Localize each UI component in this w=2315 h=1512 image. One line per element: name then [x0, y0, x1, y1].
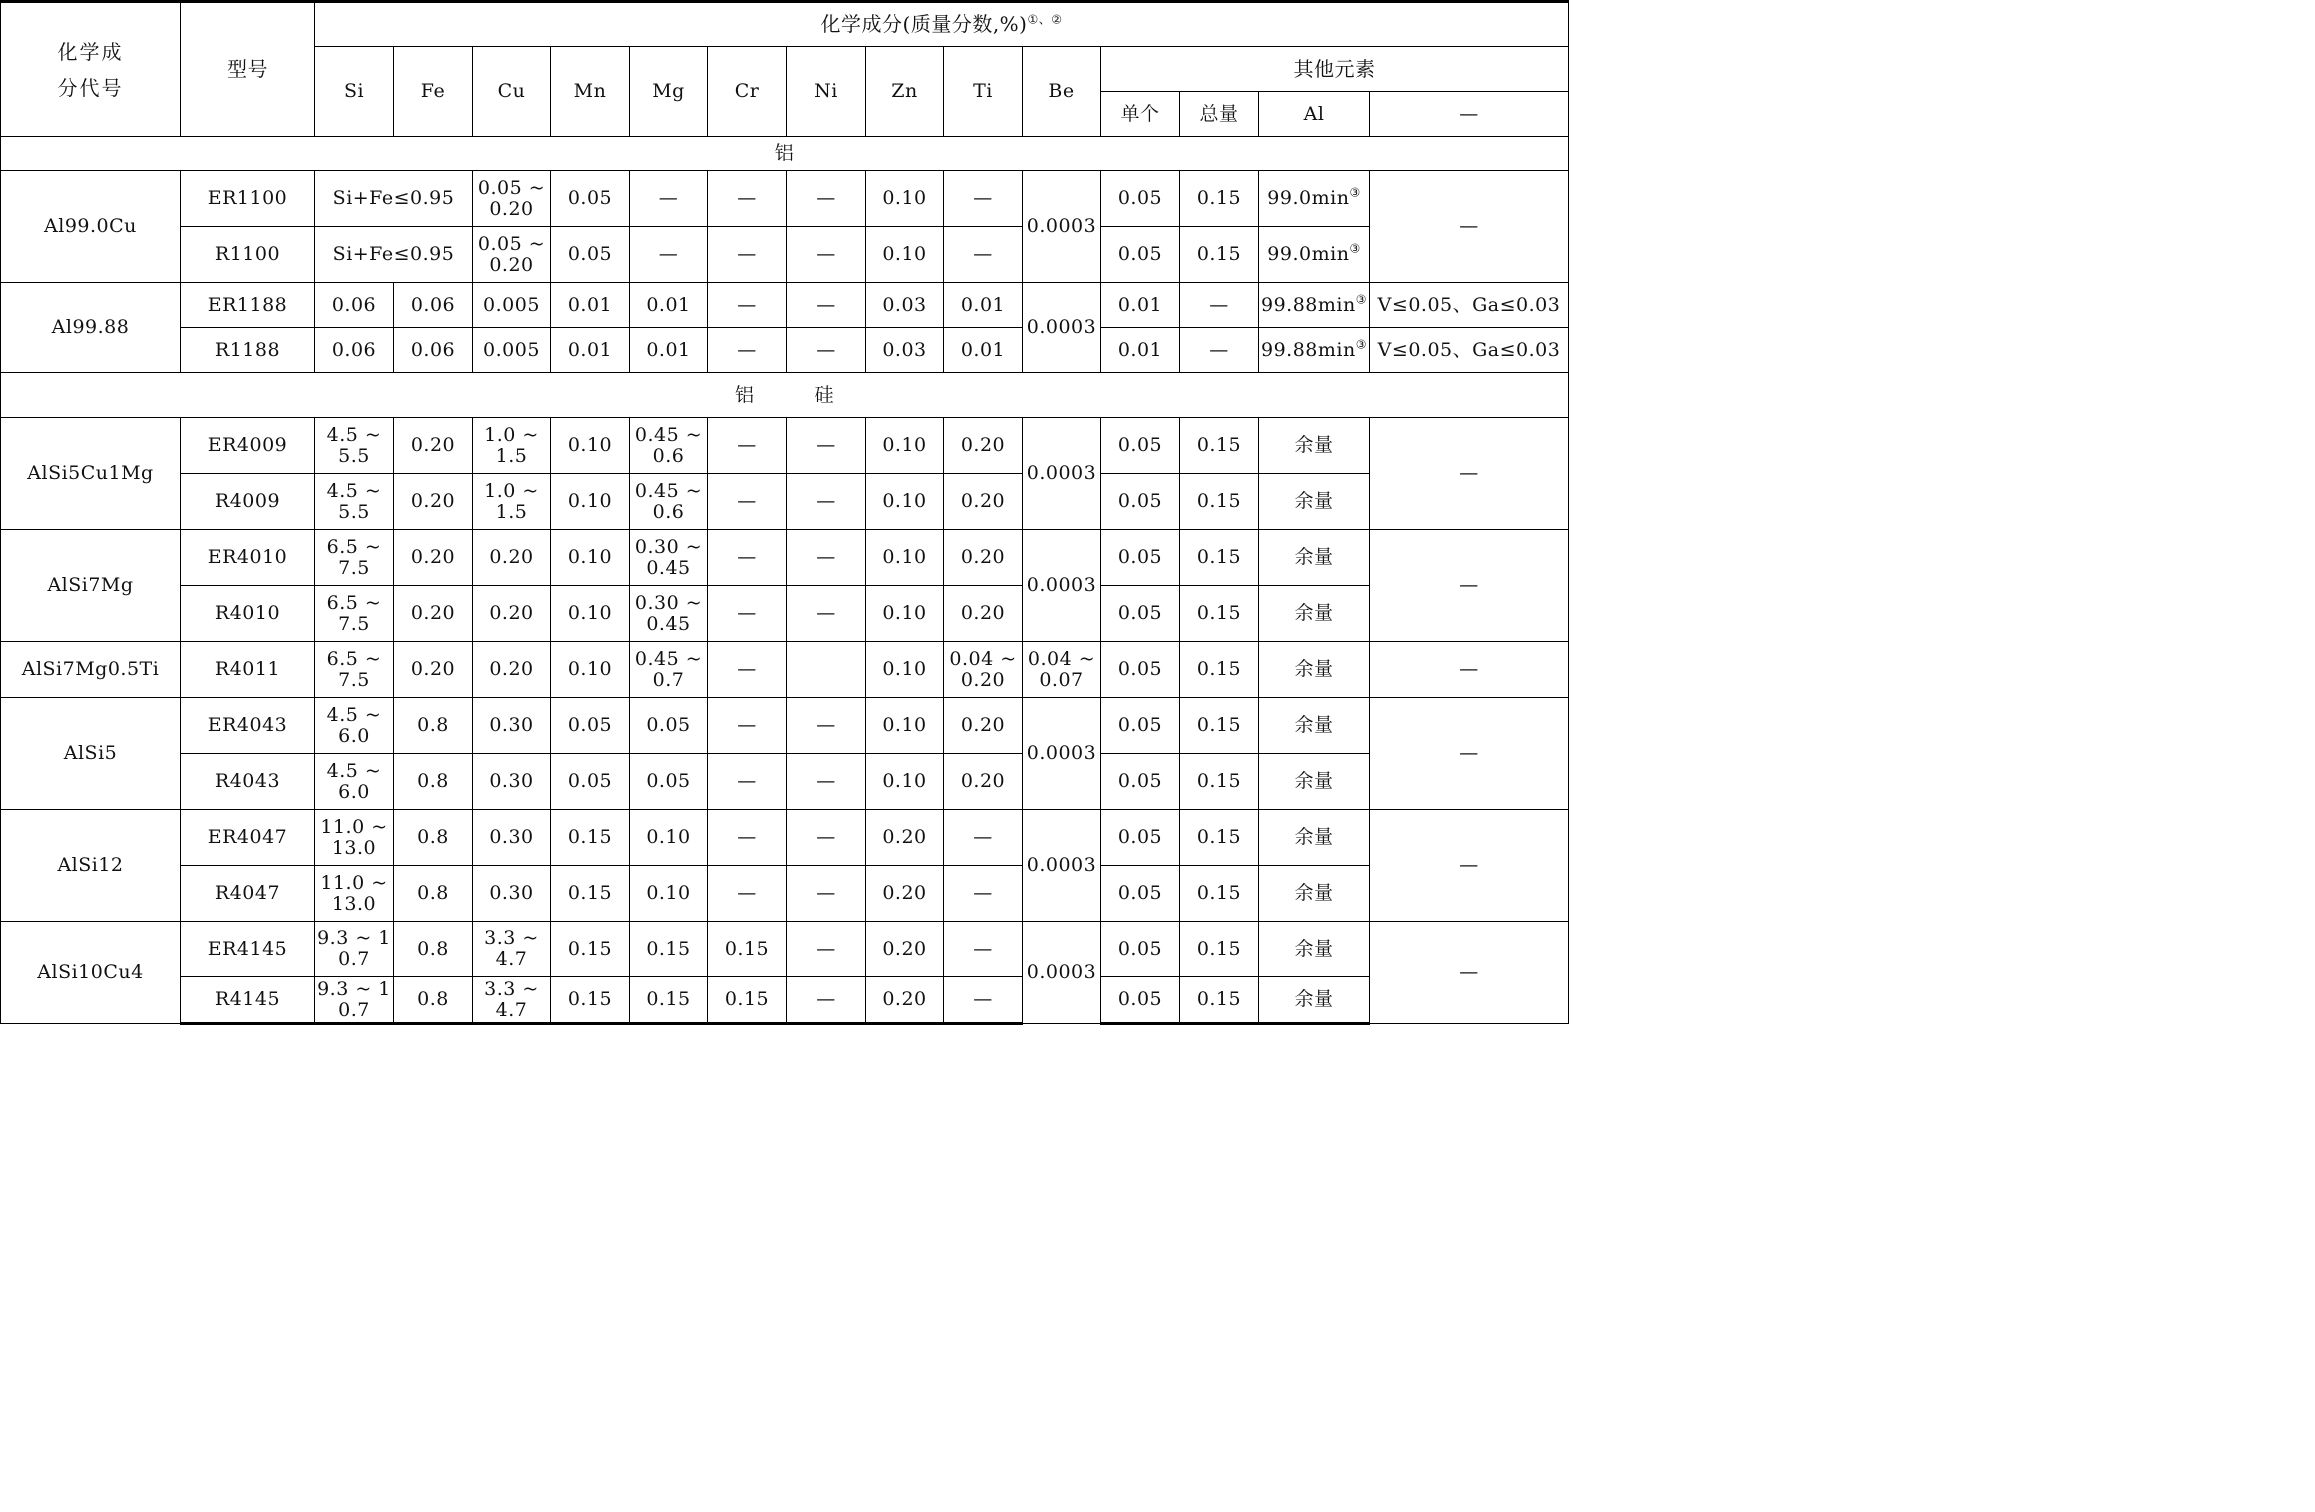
cell-mg: 0.15	[630, 922, 708, 977]
cell-cr: —	[708, 530, 787, 586]
cell-fe: 0.8	[394, 754, 473, 810]
cell-model: R4047	[181, 866, 315, 922]
cell-cu: 0.30	[473, 698, 551, 754]
cell-cu: 0.05 ~ 0.20	[473, 171, 551, 227]
cell-cr: 0.15	[708, 922, 787, 977]
cell-other-single: 0.05	[1101, 171, 1180, 227]
cell-other-total: 0.15	[1180, 922, 1259, 977]
section-title-part-a: 铝	[735, 383, 755, 406]
cell-zn: 0.10	[866, 530, 944, 586]
cell-si: 6.5 ~ 7.5	[315, 642, 394, 698]
cell-ti: —	[944, 810, 1023, 866]
cell-al: 余量	[1259, 530, 1370, 586]
cell-cu: 1.0 ~ 1.5	[473, 474, 551, 530]
cell-other-total: 0.15	[1180, 642, 1259, 698]
cell-mg: 0.01	[630, 328, 708, 373]
cell-other-single: 0.01	[1101, 328, 1180, 373]
cell-cu: 0.005	[473, 283, 551, 328]
alloy-code: AlSi5Cu1Mg	[1, 418, 181, 530]
cell-al	[1259, 171, 1370, 227]
cell-other-total: —	[1180, 283, 1259, 328]
cell-model: ER4145	[181, 922, 315, 977]
cell-mn: 0.10	[551, 586, 630, 642]
cell-other-single: 0.05	[1101, 586, 1180, 642]
cell-zn: 0.03	[866, 328, 944, 373]
cell-al: 余量	[1259, 922, 1370, 977]
header-element-mn: Mn	[551, 47, 630, 137]
cell-zn: 0.20	[866, 866, 944, 922]
cell-mg: 0.45 ~ 0.6	[630, 418, 708, 474]
section-title-aluminum: 铝	[1, 137, 1569, 171]
cell-extra: —	[1370, 698, 1569, 810]
cell-ti: 0.01	[944, 328, 1023, 373]
cell-extra: V≤0.05、Ga≤0.03	[1370, 328, 1569, 373]
alloy-code: Al99.88	[1, 283, 181, 373]
cell-be: 0.0003	[1023, 283, 1101, 373]
cell-mg: 0.10	[630, 866, 708, 922]
cell-al-footnote: ③	[1355, 337, 1367, 352]
cell-model: ER1188	[181, 283, 315, 328]
cell-ti: 0.20	[944, 418, 1023, 474]
cell-mg: 0.01	[630, 283, 708, 328]
header-element-cr: Cr	[708, 47, 787, 137]
cell-zn: 0.20	[866, 922, 944, 977]
cell-si: 9.3 ~ 10.7	[315, 922, 394, 977]
header-element-cu: Cu	[473, 47, 551, 137]
cell-other-total: 0.15	[1180, 586, 1259, 642]
header-composition-footnote: ①、②	[1027, 12, 1063, 27]
cell-be: 0.0003	[1023, 698, 1101, 810]
header-other-al: Al	[1259, 92, 1370, 137]
header-other-total: 总量	[1180, 92, 1259, 137]
cell-al	[1259, 328, 1370, 373]
cell-be: 0.0003	[1023, 810, 1101, 922]
cell-ti: 0.20	[944, 530, 1023, 586]
cell-other-single: 0.01	[1101, 283, 1180, 328]
header-other-elements: 其他元素	[1101, 47, 1569, 92]
cell-fe: 0.20	[394, 586, 473, 642]
cell-al-footnote: ③	[1349, 241, 1361, 256]
cell-model: R4043	[181, 754, 315, 810]
cell-ni: —	[787, 227, 866, 283]
cell-si: 11.0 ~ 13.0	[315, 866, 394, 922]
cell-al: 余量	[1259, 754, 1370, 810]
cell-ni: —	[787, 283, 866, 328]
cell-mg: 0.45 ~ 0.7	[630, 642, 708, 698]
cell-cu: 0.20	[473, 586, 551, 642]
cell-cu: 3.3 ~ 4.7	[473, 977, 551, 1024]
cell-fe: 0.06	[394, 328, 473, 373]
cell-ni: —	[787, 810, 866, 866]
cell-zn: 0.10	[866, 474, 944, 530]
cell-cu: 1.0 ~ 1.5	[473, 418, 551, 474]
cell-si: 9.3 ~ 10.7	[315, 977, 394, 1024]
cell-ti: —	[944, 866, 1023, 922]
cell-mn: 0.15	[551, 977, 630, 1024]
alloy-code: Al99.0Cu	[1, 171, 181, 283]
cell-cu: 0.20	[473, 642, 551, 698]
cell-si: 4.5 ~ 5.5	[315, 418, 394, 474]
cell-be: 0.0003	[1023, 418, 1101, 530]
cell-other-single: 0.05	[1101, 977, 1180, 1024]
cell-mn: 0.05	[551, 171, 630, 227]
cell-extra: —	[1370, 922, 1569, 1024]
cell-cu: 0.30	[473, 810, 551, 866]
cell-si: 4.5 ~ 5.5	[315, 474, 394, 530]
cell-cr: —	[708, 642, 787, 698]
cell-model: ER4043	[181, 698, 315, 754]
cell-other-total: 0.15	[1180, 171, 1259, 227]
cell-mn: 0.10	[551, 642, 630, 698]
cell-mg: 0.30 ~ 0.45	[630, 530, 708, 586]
cell-other-single: 0.05	[1101, 866, 1180, 922]
cell-mn: 0.10	[551, 474, 630, 530]
cell-al	[1259, 283, 1370, 328]
cell-zn: 0.10	[866, 754, 944, 810]
cell-mn: 0.15	[551, 810, 630, 866]
cell-cr: 0.15	[708, 977, 787, 1024]
header-other-extra: —	[1370, 92, 1569, 137]
cell-mn: 0.01	[551, 283, 630, 328]
cell-other-total: 0.15	[1180, 418, 1259, 474]
cell-be: 0.0003	[1023, 922, 1101, 1024]
cell-extra: —	[1370, 530, 1569, 642]
cell-model: R1188	[181, 328, 315, 373]
cell-cu: 3.3 ~ 4.7	[473, 922, 551, 977]
cell-cr: —	[708, 418, 787, 474]
cell-cu: 0.30	[473, 866, 551, 922]
cell-ti: —	[944, 227, 1023, 283]
cell-si: 11.0 ~ 13.0	[315, 810, 394, 866]
cell-be: 0.04 ~ 0.07	[1023, 642, 1101, 698]
cell-fe: 0.8	[394, 866, 473, 922]
cell-fe: 0.20	[394, 474, 473, 530]
cell-fe: 0.20	[394, 530, 473, 586]
cell-extra: —	[1370, 642, 1569, 698]
cell-other-single: 0.05	[1101, 418, 1180, 474]
cell-ti: 0.20	[944, 474, 1023, 530]
cell-cr: —	[708, 328, 787, 373]
cell-al-footnote: ③	[1349, 185, 1361, 200]
cell-zn: 0.10	[866, 698, 944, 754]
cell-zn: 0.20	[866, 810, 944, 866]
cell-other-single: 0.05	[1101, 530, 1180, 586]
alloy-code: AlSi5	[1, 698, 181, 810]
cell-al-value: 99.0min	[1267, 243, 1350, 265]
cell-ni: —	[787, 418, 866, 474]
cell-extra: —	[1370, 418, 1569, 530]
cell-ti: —	[944, 977, 1023, 1024]
cell-al: 余量	[1259, 474, 1370, 530]
header-composition-label: 化学成分(质量分数,%)	[820, 12, 1028, 36]
cell-cr: —	[708, 586, 787, 642]
section-title-aluminum-silicon	[1, 373, 1569, 418]
cell-mn: 0.01	[551, 328, 630, 373]
cell-ti: 0.04 ~ 0.20	[944, 642, 1023, 698]
cell-model: R4145	[181, 977, 315, 1024]
document-page	[0, 0, 1568, 1024]
cell-other-total: 0.15	[1180, 474, 1259, 530]
cell-al: 余量	[1259, 698, 1370, 754]
cell-model: ER1100	[181, 171, 315, 227]
cell-mg: —	[630, 227, 708, 283]
cell-ni: —	[787, 698, 866, 754]
cell-other-total: —	[1180, 328, 1259, 373]
header-element-zn: Zn	[866, 47, 944, 137]
cell-other-single: 0.05	[1101, 474, 1180, 530]
cell-model: R1100	[181, 227, 315, 283]
cell-ni: —	[787, 530, 866, 586]
cell-fe: 0.8	[394, 977, 473, 1024]
cell-extra: —	[1370, 810, 1569, 922]
cell-si: 0.06	[315, 283, 394, 328]
header-composition	[315, 2, 1569, 47]
cell-other-total: 0.15	[1180, 977, 1259, 1024]
header-element-si: Si	[315, 47, 394, 137]
header-element-mg: Mg	[630, 47, 708, 137]
cell-mn: 0.05	[551, 227, 630, 283]
cell-ni: —	[787, 754, 866, 810]
cell-cu: 0.005	[473, 328, 551, 373]
cell-al-value: 99.88min	[1261, 293, 1356, 316]
cell-si: 4.5 ~ 6.0	[315, 754, 394, 810]
cell-cr: —	[708, 227, 787, 283]
cell-other-single: 0.05	[1101, 810, 1180, 866]
cell-be: 0.0003	[1023, 171, 1101, 283]
chemical-composition-table	[0, 0, 1569, 1025]
cell-cr: —	[708, 866, 787, 922]
cell-ti: —	[944, 922, 1023, 977]
cell-al-value: 99.0min	[1267, 187, 1350, 209]
header-element-be: Be	[1023, 47, 1101, 137]
cell-cr: —	[708, 283, 787, 328]
header-code-label: 化学成分代号	[57, 39, 124, 100]
cell-model: ER4010	[181, 530, 315, 586]
cell-model: R4009	[181, 474, 315, 530]
cell-mn: 0.10	[551, 530, 630, 586]
cell-fe: 0.8	[394, 922, 473, 977]
cell-fe: 0.8	[394, 810, 473, 866]
cell-model: R4011	[181, 642, 315, 698]
cell-other-total: 0.15	[1180, 810, 1259, 866]
cell-other-single: 0.05	[1101, 922, 1180, 977]
cell-cr: —	[708, 754, 787, 810]
cell-fe: 0.06	[394, 283, 473, 328]
cell-ni: —	[787, 866, 866, 922]
cell-si: 6.5 ~ 7.5	[315, 586, 394, 642]
cell-zn: 0.10	[866, 586, 944, 642]
cell-ti: 0.01	[944, 283, 1023, 328]
cell-other-single: 0.05	[1101, 698, 1180, 754]
cell-mn: 0.15	[551, 922, 630, 977]
cell-be: 0.0003	[1023, 530, 1101, 642]
cell-other-total: 0.15	[1180, 866, 1259, 922]
cell-mg: —	[630, 171, 708, 227]
header-other-single: 单个	[1101, 92, 1180, 137]
cell-ni: —	[787, 586, 866, 642]
cell-fe: 0.20	[394, 418, 473, 474]
cell-extra: V≤0.05、Ga≤0.03	[1370, 283, 1569, 328]
cell-al: 余量	[1259, 642, 1370, 698]
cell-al: 余量	[1259, 977, 1370, 1024]
header-code	[1, 2, 181, 137]
cell-cu: 0.20	[473, 530, 551, 586]
alloy-code: AlSi7Mg0.5Ti	[1, 642, 181, 698]
cell-mg: 0.05	[630, 698, 708, 754]
cell-fe: 0.8	[394, 698, 473, 754]
cell-mn: 0.05	[551, 754, 630, 810]
cell-zn: 0.10	[866, 227, 944, 283]
cell-si-fe: Si+Fe≤0.95	[315, 171, 473, 227]
cell-si: 0.06	[315, 328, 394, 373]
cell-al: 余量	[1259, 810, 1370, 866]
cell-model: ER4009	[181, 418, 315, 474]
cell-al: 余量	[1259, 866, 1370, 922]
cell-mn: 0.05	[551, 698, 630, 754]
cell-zn: 0.10	[866, 642, 944, 698]
cell-other-total: 0.15	[1180, 754, 1259, 810]
header-element-ti: Ti	[944, 47, 1023, 137]
cell-ni: —	[787, 977, 866, 1024]
cell-zn: 0.20	[866, 977, 944, 1024]
cell-fe: 0.20	[394, 642, 473, 698]
cell-al-value: 99.88min	[1261, 338, 1356, 361]
cell-si-fe: Si+Fe≤0.95	[315, 227, 473, 283]
header-element-ni: Ni	[787, 47, 866, 137]
cell-ti: —	[944, 171, 1023, 227]
cell-ni: —	[787, 922, 866, 977]
cell-al: 余量	[1259, 586, 1370, 642]
cell-zn: 0.03	[866, 283, 944, 328]
cell-other-total: 0.15	[1180, 227, 1259, 283]
alloy-code: AlSi7Mg	[1, 530, 181, 642]
cell-mg: 0.10	[630, 810, 708, 866]
section-title-part-b: 硅	[814, 383, 835, 406]
cell-mn: 0.10	[551, 418, 630, 474]
cell-other-total: 0.15	[1180, 698, 1259, 754]
cell-ni: —	[787, 474, 866, 530]
cell-al: 余量	[1259, 418, 1370, 474]
cell-extra: —	[1370, 171, 1569, 283]
cell-cr: —	[708, 474, 787, 530]
cell-ti: 0.20	[944, 586, 1023, 642]
cell-other-single: 0.05	[1101, 754, 1180, 810]
cell-other-single: 0.05	[1101, 642, 1180, 698]
cell-zn: 0.10	[866, 418, 944, 474]
cell-ni: —	[787, 328, 866, 373]
cell-cr: —	[708, 171, 787, 227]
header-element-fe: Fe	[394, 47, 473, 137]
header-model: 型号	[181, 2, 315, 137]
cell-cu: 0.30	[473, 754, 551, 810]
cell-mg: 0.45 ~ 0.6	[630, 474, 708, 530]
cell-other-single: 0.05	[1101, 227, 1180, 283]
cell-ti: 0.20	[944, 754, 1023, 810]
cell-mg: 0.30 ~ 0.45	[630, 586, 708, 642]
cell-al	[1259, 227, 1370, 283]
cell-cr: —	[708, 698, 787, 754]
cell-ti: 0.20	[944, 698, 1023, 754]
cell-mn: 0.15	[551, 866, 630, 922]
cell-cu: 0.05 ~ 0.20	[473, 227, 551, 283]
cell-mg: 0.05	[630, 754, 708, 810]
cell-al-footnote: ③	[1355, 292, 1367, 307]
cell-ni: —	[787, 171, 866, 227]
cell-si: 6.5 ~ 7.5	[315, 530, 394, 586]
cell-cr: —	[708, 810, 787, 866]
cell-model: ER4047	[181, 810, 315, 866]
cell-other-total: 0.15	[1180, 530, 1259, 586]
cell-zn: 0.10	[866, 171, 944, 227]
alloy-code: AlSi10Cu4	[1, 922, 181, 1024]
cell-ni	[787, 642, 866, 698]
cell-si: 4.5 ~ 6.0	[315, 698, 394, 754]
alloy-code: AlSi12	[1, 810, 181, 922]
cell-model: R4010	[181, 586, 315, 642]
cell-mg: 0.15	[630, 977, 708, 1024]
